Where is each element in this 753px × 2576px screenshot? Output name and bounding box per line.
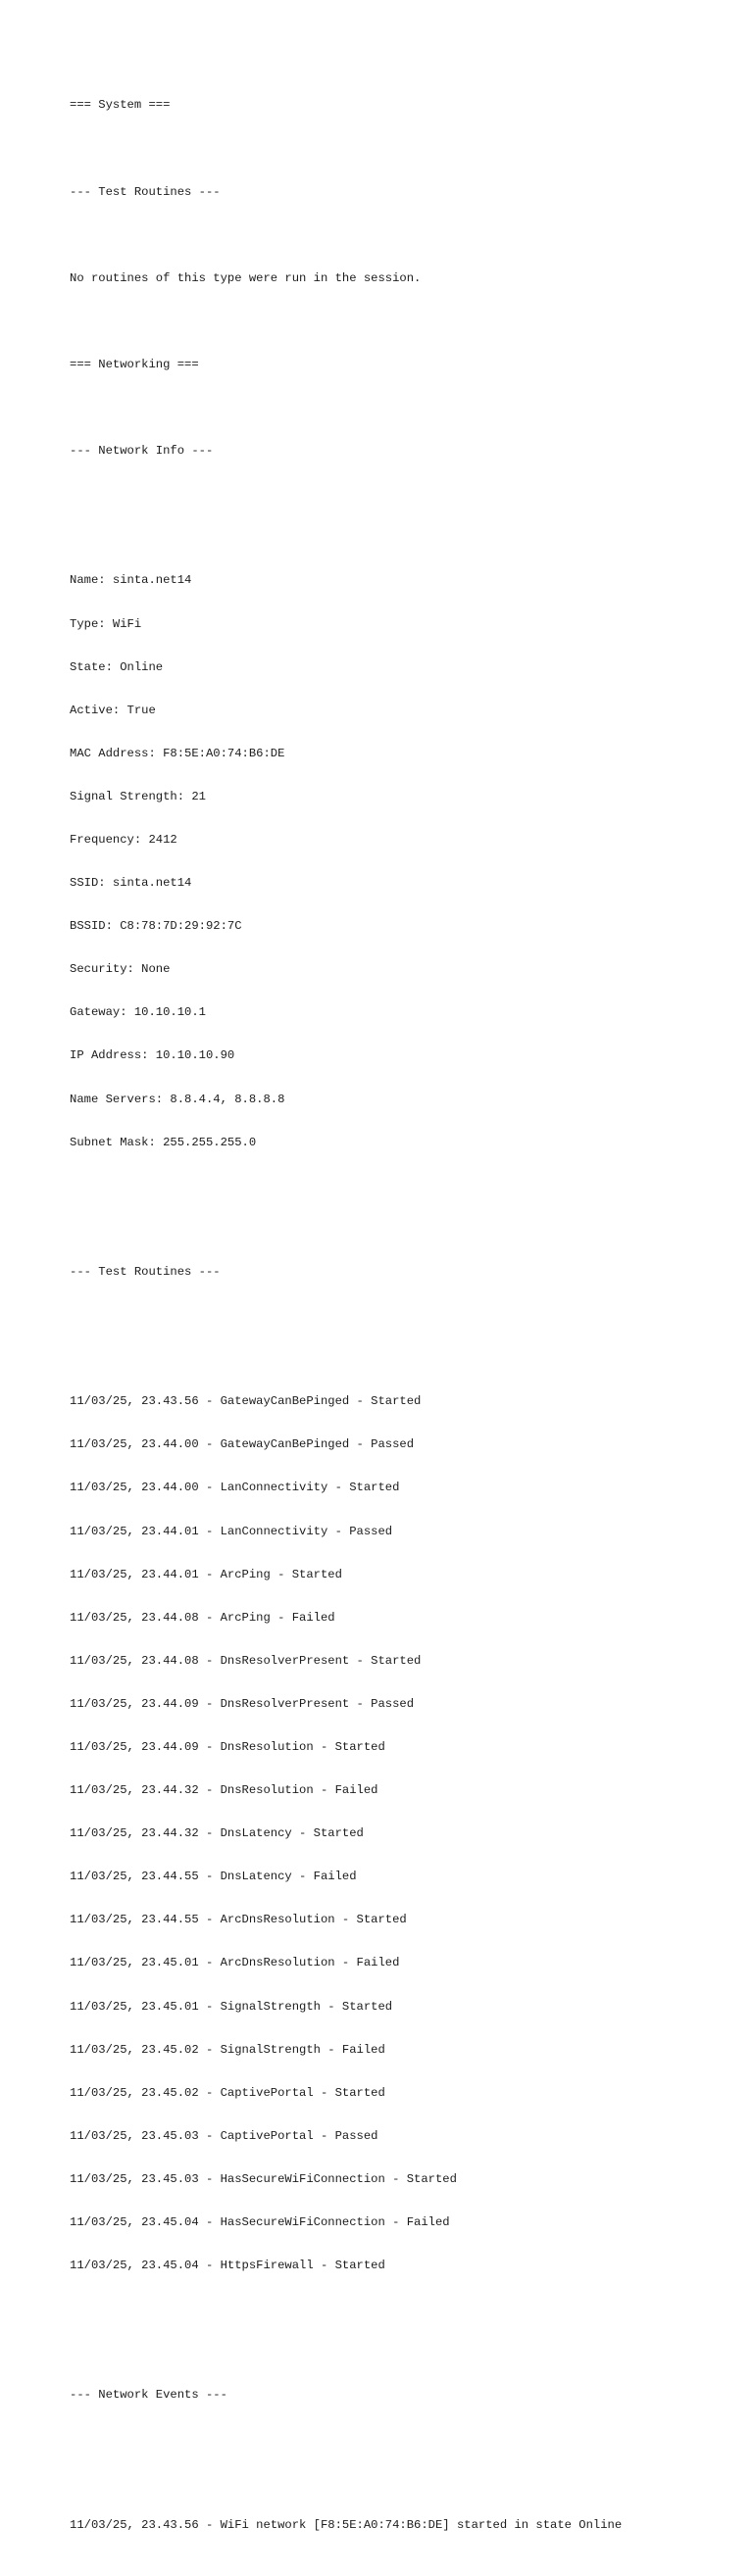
- spacer: [70, 1308, 736, 1323]
- network-events-heading: --- Network Events ---: [70, 2388, 227, 2403]
- routine-log-line: 11/03/25, 23.45.02 - CaptivePortal - Started: [70, 2085, 385, 2100]
- routine-log-line: 11/03/25, 23.45.01 - SignalStrength - Started: [70, 1999, 393, 2014]
- network-test-routines-heading: --- Test Routines ---: [70, 1264, 221, 1279]
- network-info-heading: --- Network Info ---: [70, 444, 214, 459]
- network-info-line: Type: WiFi: [70, 616, 142, 631]
- routine-log-line: 11/03/25, 23.44.55 - DnsLatency - Failed: [70, 1870, 357, 1884]
- spacer: [70, 142, 736, 157]
- routine-log-line: 11/03/25, 23.44.00 - GatewayCanBePinged - Passed: [70, 1437, 415, 1452]
- network-info-line: Frequency: 2412: [70, 833, 177, 848]
- routine-log-line: 11/03/25, 23.44.32 - DnsLatency - Started: [70, 1826, 364, 1841]
- routine-log-line: 11/03/25, 23.44.01 - LanConnectivity - Passed: [70, 1524, 393, 1538]
- network-info-line: MAC Address: F8:5E:A0:74:B6:DE: [70, 746, 285, 760]
- routine-log-line: 11/03/25, 23.44.01 - ArcPing - Started: [70, 1567, 342, 1581]
- network-info-line: Security: None: [70, 962, 171, 977]
- network-info-line: IP Address: 10.10.10.90: [70, 1048, 235, 1063]
- network-info-line: Active: True: [70, 703, 156, 717]
- system-test-routines-heading: --- Test Routines ---: [70, 184, 221, 199]
- no-routines-message: No routines of this type were run in the session.: [70, 270, 422, 285]
- routine-list: [70, 1366, 736, 2302]
- routine-log-line: 11/03/25, 23.45.04 - HasSecureWiFiConnection - Failed: [70, 2215, 450, 2230]
- routine-log-line: 11/03/25, 23.44.32 - DnsResolution - Failed: [70, 1783, 378, 1798]
- routine-log-line: 11/03/25, 23.43.56 - GatewayCanBePinged - Started: [70, 1394, 422, 1409]
- network-info-line: Gateway: 10.10.10.1: [70, 1005, 206, 1020]
- routine-log-line: 11/03/25, 23.44.09 - DnsResolverPresent - Passed: [70, 1696, 415, 1711]
- routine-log-line: 11/03/25, 23.45.03 - HasSecureWiFiConnection - Started: [70, 2171, 457, 2186]
- routine-log-line: 11/03/25, 23.44.08 - DnsResolverPresent - Started: [70, 1653, 422, 1668]
- routine-log-line: 11/03/25, 23.44.55 - ArcDnsResolution - Started: [70, 1913, 407, 1927]
- event-log-line: 11/03/25, 23.43.56 - WiFi network [F8:5E:A0:74:B6:DE] started in state Online: [70, 2517, 623, 2532]
- routine-log-line: 11/03/25, 23.45.02 - SignalStrength - Failed: [70, 2042, 385, 2057]
- networking-heading: === Networking ===: [70, 357, 199, 371]
- spacer: [70, 228, 736, 243]
- spacer: [70, 2345, 736, 2359]
- log-document: [70, 70, 736, 2576]
- event-list: [70, 2489, 736, 2561]
- routine-log-line: 11/03/25, 23.45.01 - ArcDnsResolution - Failed: [70, 1956, 400, 1970]
- routine-log-line: 11/03/25, 23.44.08 - ArcPing - Failed: [70, 1610, 335, 1625]
- network-info-line: Name: sinta.net14: [70, 573, 192, 588]
- network-info-line: State: Online: [70, 659, 164, 674]
- network-info-line: SSID: sinta.net14: [70, 876, 192, 891]
- network-info-list: [70, 545, 736, 1179]
- routine-log-line: 11/03/25, 23.44.09 - DnsResolution - Started: [70, 1740, 385, 1755]
- network-info-line: Name Servers: 8.8.4.4, 8.8.8.8: [70, 1092, 285, 1106]
- routine-log-line: 11/03/25, 23.45.04 - HttpsFirewall - Started: [70, 2259, 385, 2273]
- spacer: [70, 401, 736, 415]
- routine-log-line: 11/03/25, 23.45.03 - CaptivePortal - Passed: [70, 2128, 378, 2143]
- network-info-line: Subnet Mask: 255.255.255.0: [70, 1135, 257, 1149]
- spacer: [70, 315, 736, 329]
- network-info-line: BSSID: C8:78:7D:29:92:7C: [70, 919, 242, 934]
- spacer: [70, 2432, 736, 2447]
- spacer: [70, 1222, 736, 1237]
- spacer: [70, 487, 736, 502]
- routine-log-line: 11/03/25, 23.44.00 - LanConnectivity - Started: [70, 1481, 400, 1495]
- network-info-line: Signal Strength: 21: [70, 789, 206, 803]
- system-heading: === System ===: [70, 98, 171, 113]
